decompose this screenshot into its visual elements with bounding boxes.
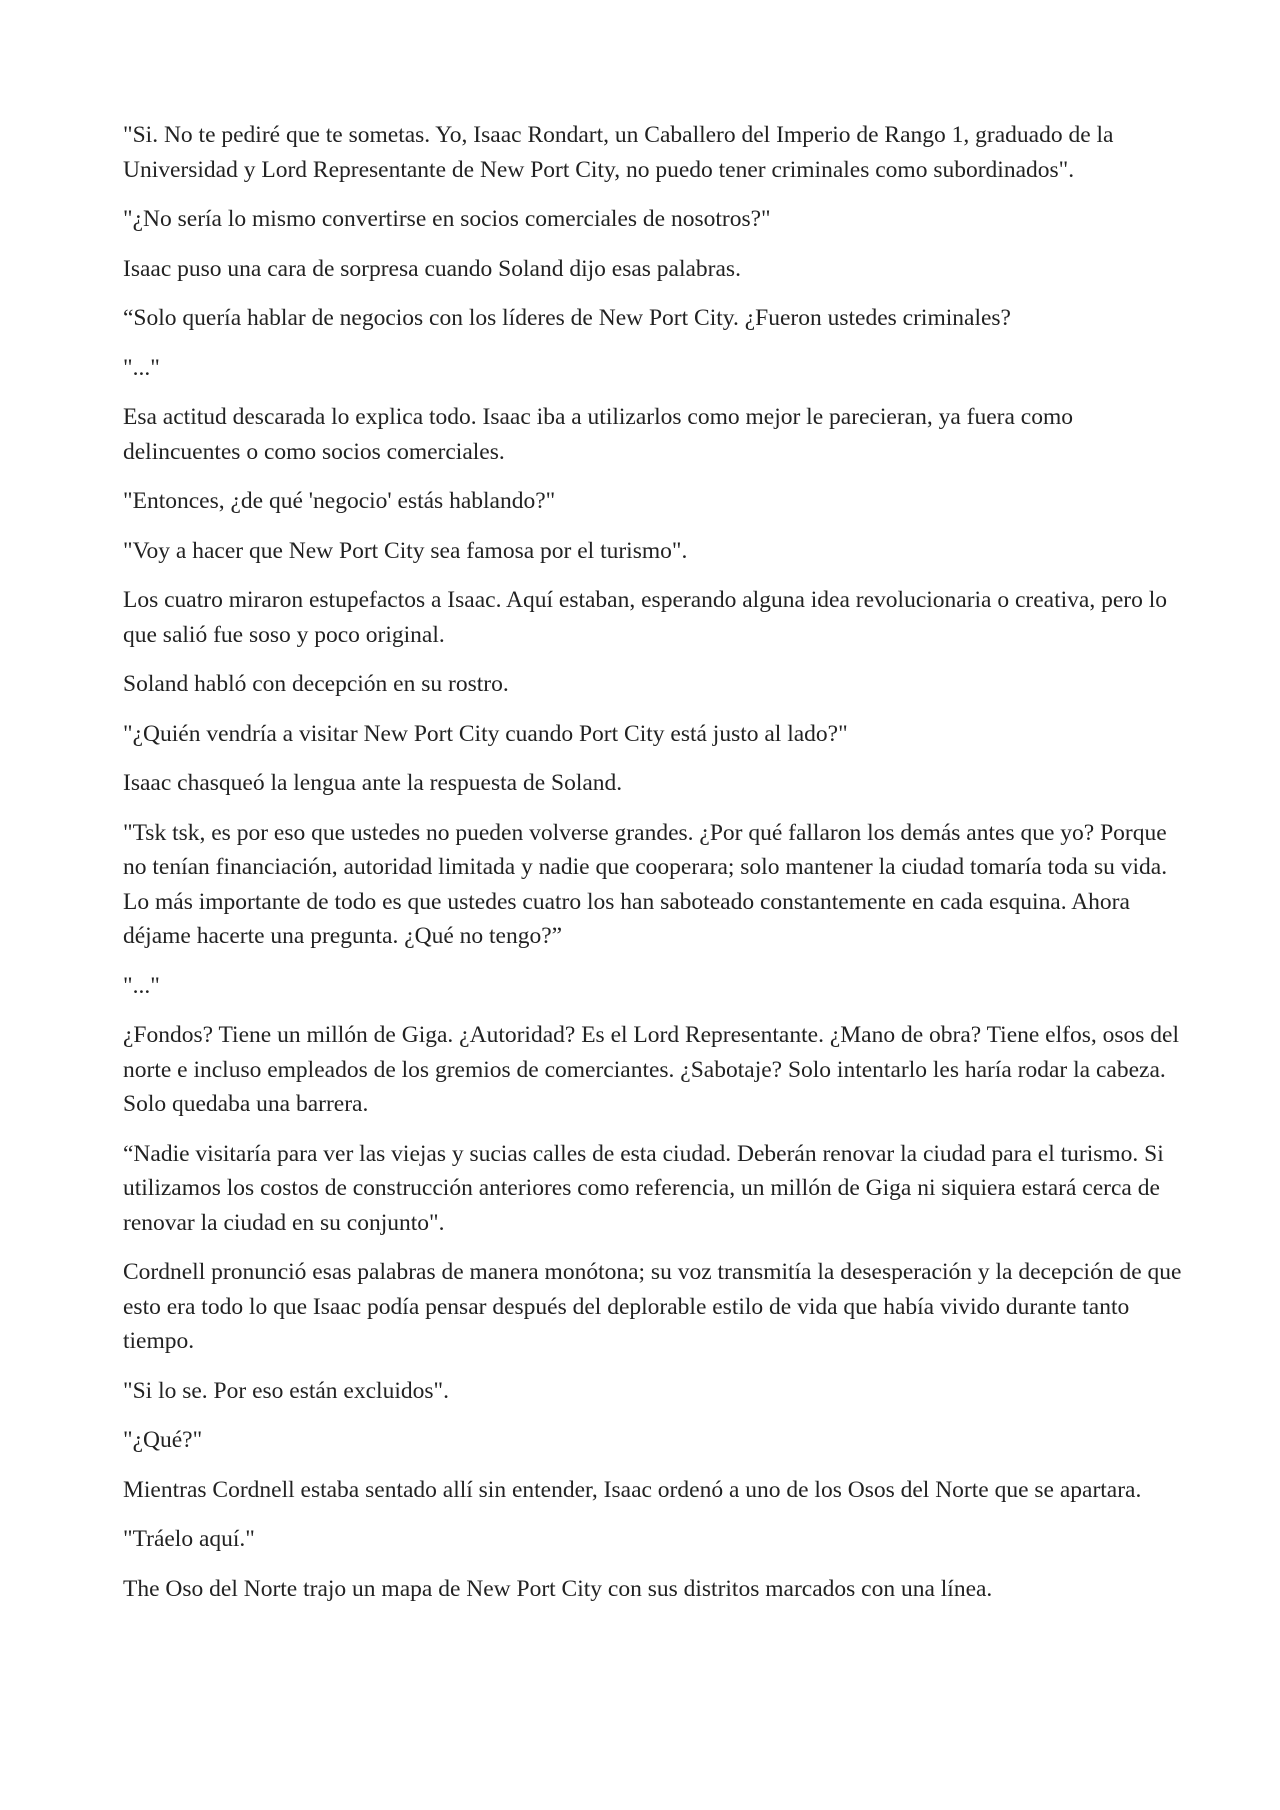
paragraph: Cordnell pronunció esas palabras de manera monótona; su voz transmitía la desesperación y la decepción de que esto era todo lo que Isaac podía pensar después del deplorable estilo de vida que había vivido durante tanto tiempo.: [123, 1259, 1182, 1354]
paragraph: "Si lo se. Por eso están excluidos".: [123, 1377, 449, 1404]
paragraph: Mientras Cordnell estaba sentado allí sin entender, Isaac ordenó a uno de los Osos del Norte que se apartara.: [123, 1476, 1142, 1503]
paragraph: "Entonces, ¿de qué 'negocio' estás hablando?": [123, 488, 556, 514]
paragraph: "...": [123, 354, 160, 381]
paragraph: Isaac puso una cara de sorpresa cuando Soland dijo esas palabras.: [123, 255, 741, 282]
paragraph: "...": [123, 972, 160, 999]
document-body: [123, 118, 1183, 1621]
paragraph: "Voy a hacer que New Port City sea famosa por el turismo".: [123, 537, 688, 564]
paragraph: "¿No sería lo mismo convertirse en socios comerciales de nosotros?": [123, 206, 771, 232]
paragraph: Soland habló con decepción en su rostro.: [123, 671, 509, 697]
paragraph: “Nadie visitaría para ver las viejas y sucias calles de esta ciudad. Deberán renovar la ciudad para el turismo. Si utilizamos los costos de construcción anteriores como referencia, un millón de Giga ni siquiera estará cerca de renovar la ciudad en su conjunto".: [123, 1140, 1164, 1236]
paragraph: Los cuatro miraron estupefactos a Isaac. Aquí estaban, esperando alguna idea revolucionaria o creativa, pero lo que salió fue soso y poco original.: [123, 587, 1168, 648]
paragraph: The Oso del Norte trajo un mapa de New Port City con sus distritos marcados con una línea.: [123, 1575, 993, 1602]
paragraph: "¿Qué?": [123, 1427, 203, 1453]
paragraph: "Tráelo aquí.": [123, 1526, 255, 1552]
paragraph: "Si. No te pediré que te sometas. Yo, Isaac Rondart, un Caballero del Imperio de Rango 1, graduado de la Universidad y Lord Representante de New Port City, no puedo tener criminales como subordinados".: [123, 122, 1114, 183]
paragraph: Esa actitud descarada lo explica todo. Isaac iba a utilizarlos como mejor le parecieran, ya fuera como delincuentes o como socios comerciales.: [123, 404, 1074, 465]
paragraph: "¿Quién vendría a visitar New Port City cuando Port City está justo al lado?": [123, 720, 848, 747]
paragraph: Isaac chasqueó la lengua ante la respuesta de Soland.: [123, 770, 623, 796]
paragraph: ¿Fondos? Tiene un millón de Giga. ¿Autoridad? Es el Lord Representante. ¿Mano de obra? Tiene elfos, osos del norte e incluso empleados de los gremios de comerciantes. ¿Sabotaje? Solo intentarlo les haría rodar la cabeza. Solo quedaba una barrera.: [123, 1022, 1179, 1117]
paragraph: “Solo quería hablar de negocios con los líderes de New Port City. ¿Fueron ustedes criminales?: [123, 305, 1011, 331]
paragraph: "Tsk tsk, es por eso que ustedes no pueden volverse grandes. ¿Por qué fallaron los demás antes que yo? Porque no tenían financiación, autoridad limitada y nadie que cooperara; solo mantener la ciudad tomaría toda su vida. Lo más importante de todo es que ustedes cuatro los han saboteado constantemente en cada esquina. Ahora déjame hacerte una pregunta. ¿Qué no tengo?”: [123, 819, 1168, 949]
